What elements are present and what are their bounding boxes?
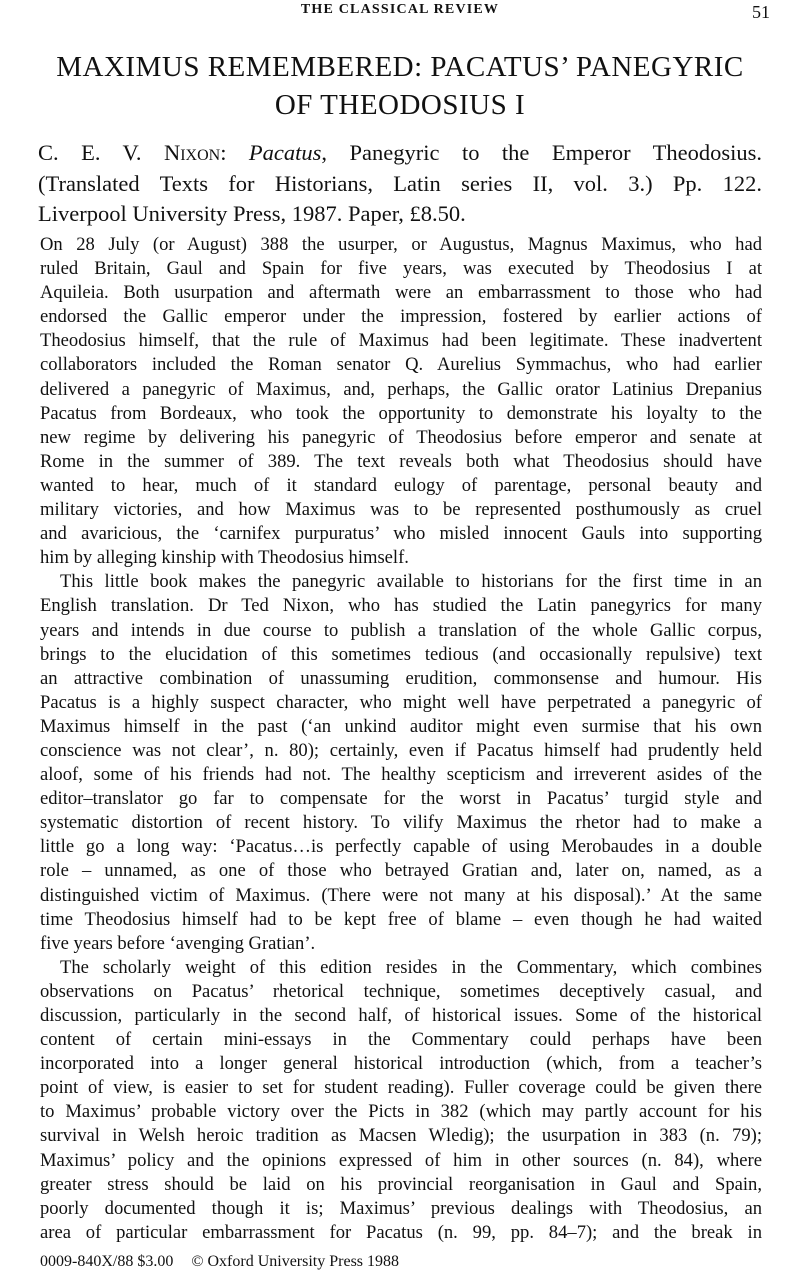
text-line: systematic distortion of recent history. To vilify Maximus the rhetor had to make a [40,812,762,834]
text-line: Pacatus is a highly suspect character, who might well have perpetrated a panegyric of [40,691,762,713]
running-header [0,2,800,26]
copyright: © Oxford University Press 1988 [191,1253,400,1270]
citation-line: (Translated Texts for Historians, Latin series II, vol. 3.) Pp. 122. [38,170,762,196]
article-title [0,48,800,124]
text-line: On 28 July (or August) 388 the usurper, or Augustus, Magnus Maximus, who had [40,234,762,255]
title-line: OF THEODOSIUS I [274,89,526,121]
text-line: survival in Welsh heroic tradition as Macsen Wledig); the usurpation in 383 (n. 79); [40,1125,762,1147]
text-line: little go a long way: ‘Pacatus…is perfectly capable of using Merobaudes in a double [40,836,762,858]
author-name: C. E. V. Nixon: [38,140,227,165]
text-line: content of certain mini-essays in the Commentary could perhaps have been [40,1029,762,1051]
text-line: ruled Britain, Gaul and Spain for five years, was executed by Theodosius I at [40,258,762,280]
text-line: point of view, is easier to set for student reading). Fuller coverage could be given there [40,1077,762,1099]
text-line: Maximus himself in the past (‘an unkind auditor might even surmise that his own [40,715,762,737]
text-line: Aquileia. Both usurpation and aftermath were an embarrassment to those who had [40,282,762,304]
text-line: role – unnamed, as one of those who betrayed Gratian and, later on, named, as a [40,860,762,882]
title-line: MAXIMUS REMEMBERED: PACATUS’ PANEGYRIC [56,51,744,83]
text-line: wanted to hear, much of it standard eulogy of parentage, personal beauty and [40,474,762,496]
text-line: to Maximus’ probable victory over the Picts in 382 (which may partly account for his [40,1101,762,1123]
text-line: Rome in the summer of 389. The text reveals both what Theodosius should have [40,450,762,472]
issn-price: 0009-840X/88 $3.00 [40,1253,174,1270]
text-line: area of particular embarrassment for Pacatus (n. 99, pp. 84–7); and the break in [40,1221,762,1243]
article-body [40,233,762,1245]
text-line: endorsed the Gallic emperor under the impression, fostered by earlier actions of [40,306,762,328]
text-line: military victories, and how Maximus was to be represented posthumously as cruel [40,499,762,521]
text-line: English translation. Dr Ted Nixon, who has studied the Latin panegyrics for many [40,595,762,617]
text-line: collaborators included the Roman senator Q. Aurelius Symmachus, who had earlier [40,354,762,376]
text-line: time Theodosius himself had to be kept free of blame – even though he had waited [40,908,762,930]
text-line: an attractive combination of unassuming erudition, commonsense and humour. His [40,667,762,689]
text-line: greater stress should be laid on his provincial reorganisation in Gaul and Spain, [40,1173,762,1195]
page-footer [40,1253,413,1271]
text-line: poorly documented though it is; Maximus’ previous dealings with Theodosius, an [40,1197,762,1219]
text-line: Maximus’ policy and the opinions expressed of him in other sources (n. 84), where [40,1149,762,1171]
text-line: incorporated into a longer general historical introduction (which, from a teacher’s [40,1053,762,1075]
text-line: years and intends in due course to publish a translation of the whole Gallic corpus, [40,619,762,641]
text-line: him by alleging kinship with Theodosius himself. [40,547,409,569]
paragraph [40,570,762,956]
citation-text: , Panegyric to the Emperor Theodosius. [321,140,763,165]
text-line: discussion, particularly in the second half, of historical issues. Some of the historical [40,1005,762,1026]
text-line: new regime by delivering his panegyric of Theodosius before emperor and senate at [40,426,762,448]
work-title: Pacatus [248,140,322,165]
text-line: Pacatus from Bordeaux, who took the opportunity to demonstrate his loyalty to the [40,402,762,424]
text-line: This little book makes the panegyric available to historians for the first time in an [60,571,762,593]
text-line: aloof, some of his friends had not. The healthy scepticism and irreverent asides of the [40,764,762,786]
journal-title: THE CLASSICAL REVIEW [300,2,500,17]
text-line: delivered a panegyric of Maximus, and, perhaps, the Gallic orator Latinius Drepanius [40,378,762,400]
paragraph [40,233,762,570]
text-line: conscience was not clear’, n. 80); certainly, even if Pacatus himself had prudently held [40,739,762,761]
citation-line: Liverpool University Press, 1987. Paper, £8.50. [38,201,466,226]
text-line: Theodosius himself, that the rule of Maximus had been legitimate. These inadvertent [40,330,762,352]
book-citation [38,138,762,230]
citation-line [38,138,762,169]
text-line: brings to the elucidation of this sometimes tedious (and occasionally repulsive) text [40,643,762,665]
page-number: 51 [752,2,770,22]
text-line: five years before ‘avenging Gratian’. [40,932,316,954]
text-line: The scholarly weight of this edition resides in the Commentary, which combines [60,956,762,978]
text-line: and avaricious, the ‘carnifex purpuratus’ who misled innocent Gauls into supporting [40,523,762,545]
text-line: distinguished victim of Maximus. (There were not many at his disposal).’ At the same [40,884,762,906]
paragraph [40,956,762,1245]
text-line: editor–translator go far to compensate for the worst in Pacatus’ turgid style and [40,788,762,810]
text-line: observations on Pacatus’ rhetorical technique, sometimes deceptively casual, and [40,980,762,1002]
